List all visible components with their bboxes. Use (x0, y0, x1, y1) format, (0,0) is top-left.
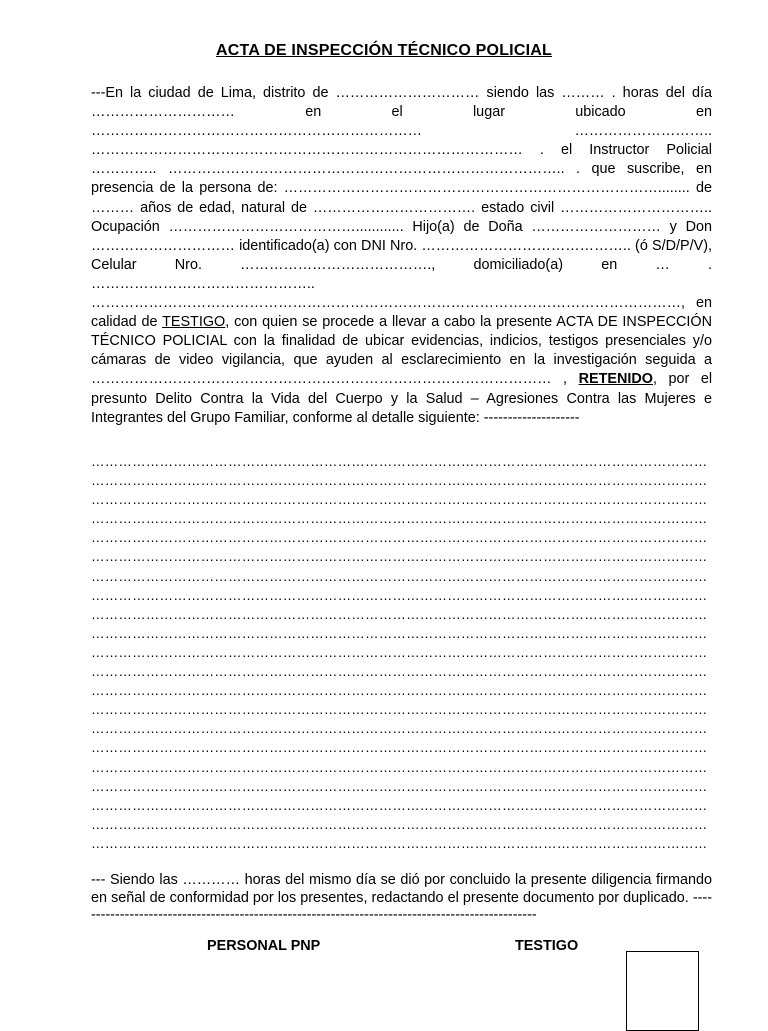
intro-line: ………………………… identificado(a) con DNI Nro. …………………………………….. (ó (91, 237, 648, 254)
dotted-line: ……………………………………………………………………………………………………………, (91, 295, 686, 312)
dotted-line: ……………………………………………………………………………………………………………………… (91, 625, 708, 641)
charge-text: , por el presunto Delito Contra la Vida del Cuerpo y la Salud – Agresiones Contra las Mujeres e Integrantes del Grupo Familiar, conforme al detalle siguiente: -------------------- (91, 371, 713, 426)
dotted-line: ……………………………………………………………………………………………………………………… (91, 473, 708, 489)
dotted-line: ……………………………………………………………………………………………………………………… (91, 759, 708, 775)
intro-line: persona de: ……………………………………………………………………........ de ……… (91, 180, 713, 216)
witness-text: , con quien se procede a llevar a cabo la presente ACTA DE INSPECCIÓN TÉCNICO POLICIAL con la finalidad de ubicar evidencias, indicios, testigos presenciales y/o cámaras de video vigilancia, que ayuden al esclarecimiento en la investigación seguida a …………………………………………………………………………………… , (91, 314, 712, 388)
dotted-line: ……………………………………………………………………………………………………………………… (91, 683, 708, 699)
dotted-line: ……………………………………………………………………………………………………………………… (91, 568, 708, 584)
signature-label-testigo: TESTIGO (515, 938, 579, 954)
intro-line: ……………………………………………………………………………… . el Instructor Policial ………….. (91, 142, 712, 178)
dotted-line: ……………………………………………………………………………………………………………………… (91, 816, 708, 832)
dotted-line: ……………………………………………………………………………………………………………………… (91, 606, 708, 622)
paragraph-intro (91, 84, 712, 294)
dotted-line: ……………………………………………………………………………………………………………………… (91, 740, 708, 756)
intro-line: ………………………… en el lugar ubicado en (91, 104, 712, 121)
testigo-term: TESTIGO (162, 314, 226, 331)
dotted-line: ……………………………………………………………………………………………………………………… (91, 587, 708, 603)
retenido-term: RETENIDO (578, 371, 653, 388)
witness-text: en calidad de (91, 295, 712, 331)
intro-line: S/D/P/V), Celular Nro. …………………………………., domiciliado(a) en … . (91, 237, 713, 273)
dotted-line: ……………………………………………………………………………………………………………………… (91, 511, 708, 527)
dotted-line: ……………………………………………………………………………………………………………………… (91, 530, 708, 546)
dotted-line: ……………………………………………………………………………………………………………………… (91, 492, 708, 508)
dotted-line: ……………………………………………………………………………………………………………………… (91, 721, 708, 737)
detail-dotted-lines (91, 452, 712, 853)
intro-line: años de edad, natural de ……………………………. estado civil ………………………….. (140, 199, 713, 216)
intro-line: ---En la ciudad de Lima, distrito de ………………………… siendo las ……… . horas del día (91, 85, 712, 101)
document-title: ACTA DE INSPECCIÓN TÉCNICO POLICIAL (216, 42, 552, 59)
intro-line: Ocupación …………………………………............ Hijo(a) de Doña ……………………… y Don (91, 218, 712, 235)
intro-line: …………………………………………………………… ……………………….. (91, 123, 712, 140)
dotted-line: ……………………………………………………………………………………………………………………… (91, 797, 708, 813)
dotted-line: ……………………………………………………………………………………………………………………… (91, 835, 708, 851)
dotted-line: ……………………………………………………………………………………………………………………… (91, 664, 708, 680)
dotted-line: ……………………………………………………………………………………………………………………… (91, 778, 708, 794)
closing-paragraph: --- Siendo las ………… horas del mismo día se dió por concluido la presente diligencia firmando en señal de conformidad por los presentes, redactando el presente documento por duplicado. ------------------------------------------------------------------------------------------------- (91, 872, 712, 923)
dotted-line: ……………………………………………………………………………………………………………………… (91, 549, 708, 565)
dotted-line: ……………………………………………………………………………………………………………………… (91, 702, 708, 718)
signature-label-personal-pnp: PERSONAL PNP (207, 938, 321, 954)
intro-line: ……………………………………………………………………….. . que suscribe, en presencia de la (91, 161, 713, 197)
fingerprint-box (626, 951, 699, 1031)
intro-line: ……………………………………….. (91, 275, 315, 292)
dotted-line: ……………………………………………………………………………………………………………………… (91, 454, 708, 469)
paragraph-witness (91, 294, 712, 428)
dotted-line: ……………………………………………………………………………………………………………………… (91, 644, 708, 660)
document-body (91, 84, 712, 428)
